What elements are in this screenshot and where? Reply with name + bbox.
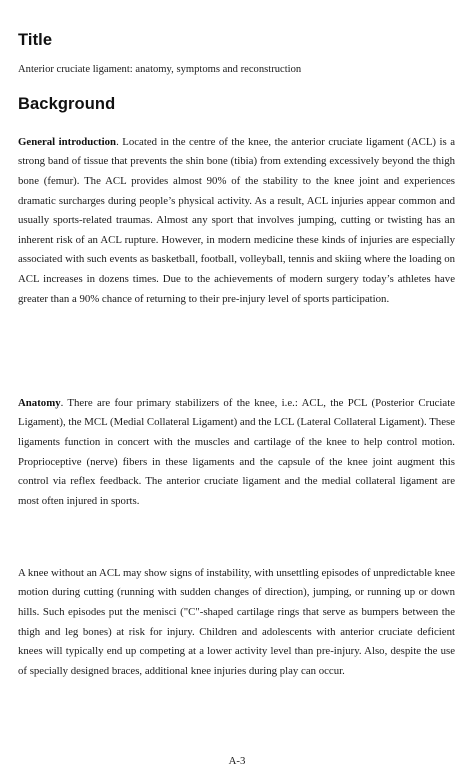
page-number: A-3: [228, 755, 246, 767]
paragraph-body: . Located in the centre of the knee, the anterior cruciate ligament (ACL) is a strong band of tissue that prevents the shin bone (tibia) from extending excessively beyond the thigh bone (femur). The ACL provides almost 90% of the stability to the knee joint and experiences dramatic surcharges during people’s physical activity. As a result, ACL injuries appear common and usually sports-related traumas. Almost any sport that involves jumping, cutting or twisting has an inherent risk of an ACL rupture. However, in modern medicine these kinds of injuries are especially associated with such events as basketball, football, volleyball, tennis and skiing where the loading on ACL increases in dozens times. Due to the achievements of modern surgery today’s athletes have greater than a 90% chance of returning to their pre-injury level of sports participation.: [18, 135, 455, 305]
paragraph-lead: General introduction: [18, 135, 117, 148]
paragraph-lead: Anatomy: [18, 396, 61, 409]
paragraph-anatomy: [18, 394, 455, 512]
paragraph-general-introduction: [18, 133, 455, 309]
paragraph-instability: [18, 564, 455, 682]
document-title-text: Anterior cruciate ligament: anatomy, symptoms and reconstruction: [18, 64, 302, 75]
paragraph-body: . There are four primary stabilizers of the knee, i.e.: ACL, the PCL (Posterior Cruciate Ligament), the MCL (Medial Collateral Ligament) and the LCL (Lateral Collateral Ligament). These ligaments function in concert with the muscles and cartilage of the knee to help control motion. Proprioceptive (nerve) fibers in these ligaments and the capsule of the knee joint augment this control via reflex feedback. The anterior cruciate ligament and the medial collateral ligament are most often injured in sports.: [18, 396, 455, 507]
title-heading: Title: [18, 31, 53, 49]
background-heading: Background: [18, 95, 116, 113]
paragraph-body: A knee without an ACL may show signs of instability, with unsettling episodes of unpredictable knee motion during cutting (running with sudden changes of direction), jumping, or running up or down hills. Such episodes put the menisci ("C"-shaped cartilage rings that serve as bumpers between the thigh and leg bones) at risk for injury. Children and adolescents with anterior cruciate deficient knees will typically end up competing at a lower activity level than pre-injury. Also, despite the use of specially designed braces, additional knee injuries during play can occur.: [18, 566, 455, 677]
